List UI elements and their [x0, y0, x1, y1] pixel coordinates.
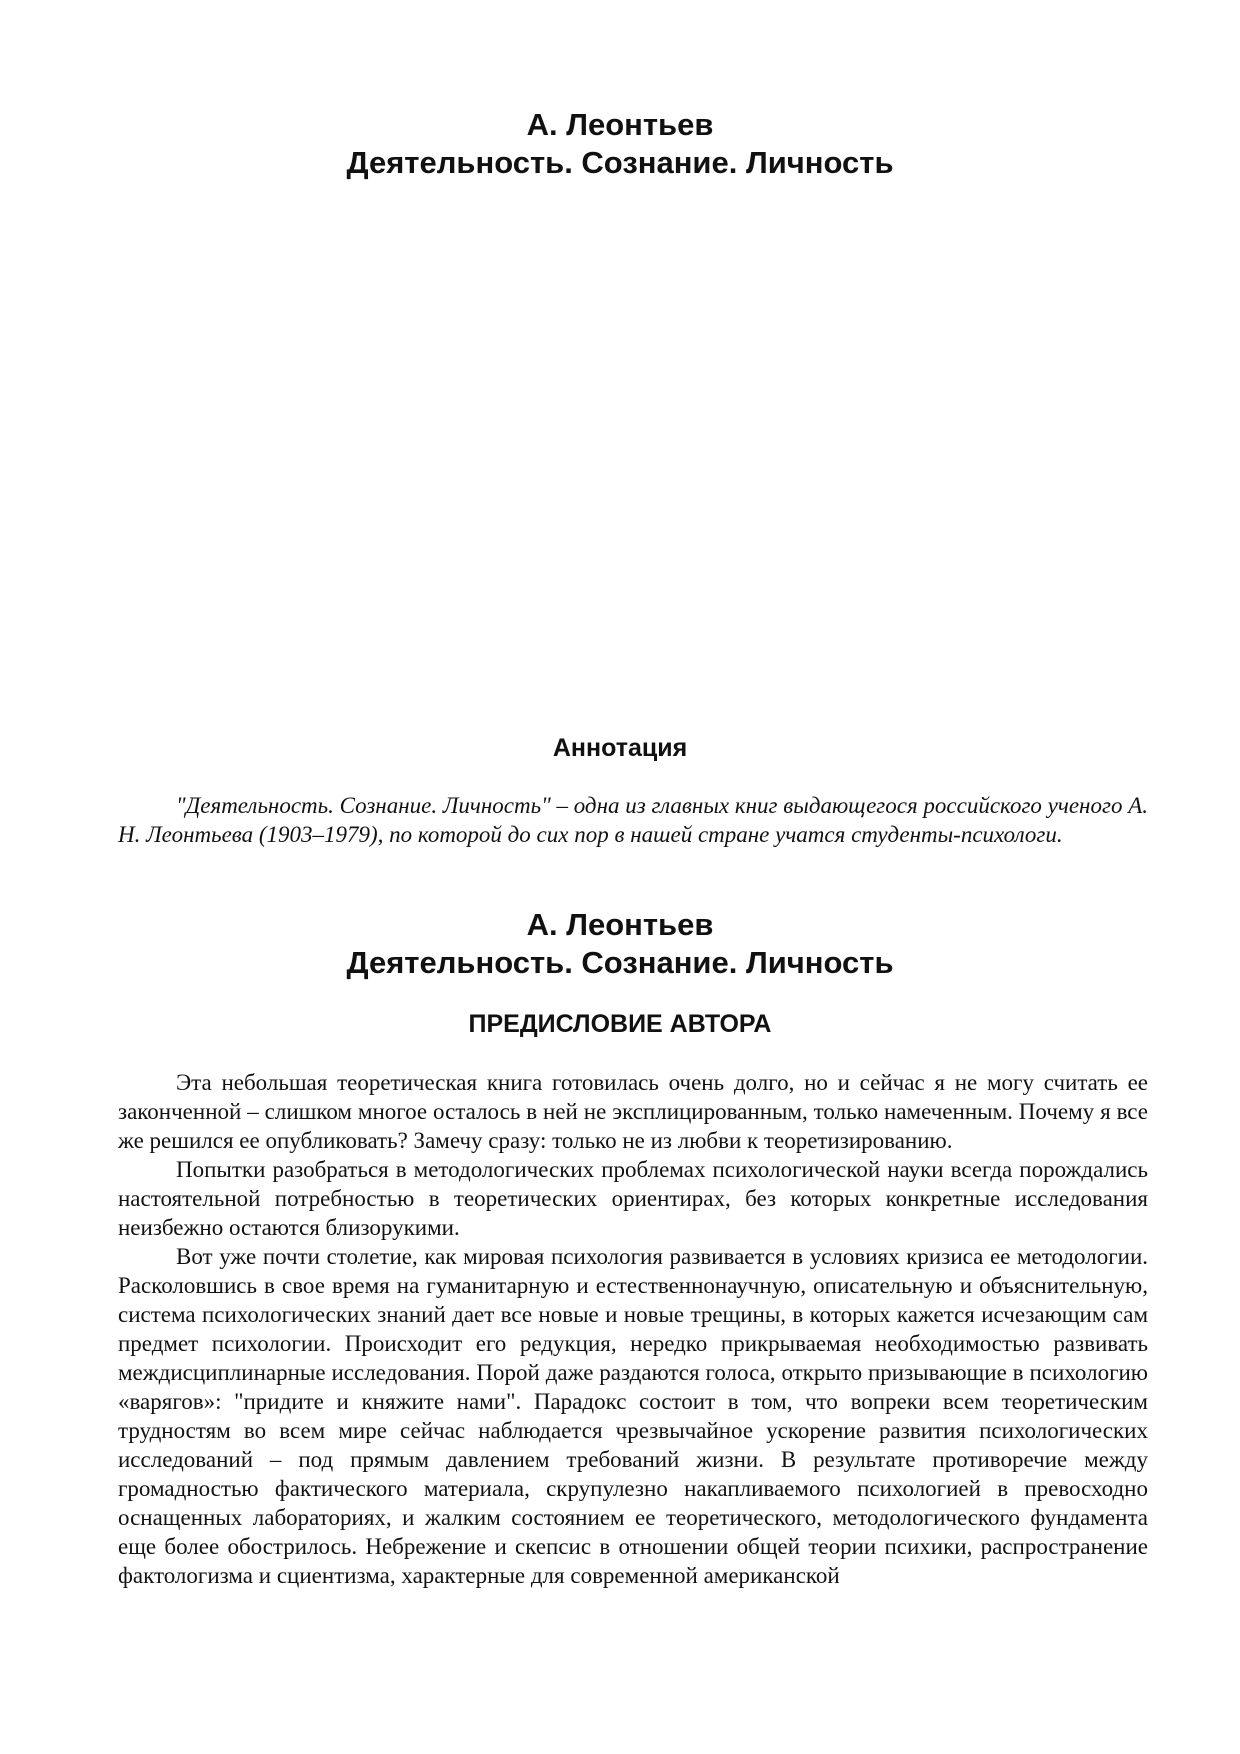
annotation-paragraph: "Деятельность. Сознание. Личность" – одна из главных книг выдающегося российского ученого А. Н. Леонтьева (1903–1979), по которой до сих пор в нашей стране учатся студенты-психологи. [118, 793, 1148, 847]
preface-heading: ПРЕДИСЛОВИЕ АВТОРА [468, 1010, 772, 1038]
annotation-heading: Аннотация [552, 734, 688, 762]
book-title: Деятельность. Сознание. Личность [346, 945, 894, 980]
author-name: А. Леонтьев [526, 907, 714, 942]
preface-text [118, 1068, 1148, 1590]
book-title: Деятельность. Сознание. Личность [346, 145, 894, 180]
book-title-repeat [0, 906, 1240, 982]
preface-paragraph: Попытки разобраться в методологических проблемах психологической науки всегда порождались настоятельной потребностью в теоретических ориентирах, без которых конкретные исследования неизбежно остаются близорукими. [118, 1157, 1148, 1240]
annotation-text [118, 791, 1148, 849]
preface-paragraph: Эта небольшая теоретическая книга готовилась очень долго, но и сейчас я не могу считать ее законченной – слишком многое осталось в ней не эксплицированным, только намеченным. Почему я все же решился ее опубликовать? Замечу сразу: только не из любви к теоретизированию. [118, 1070, 1148, 1153]
preface-paragraph: Вот уже почти столетие, как мировая психология развивается в условиях кризиса ее методологии. Расколовшись в свое время на гуманитарную и естественнонаучную, описательную и объяснительную, система психологических знаний дает все новые и новые трещины, в которых кажется исчезающим сам предмет психологии. Происходит его редукция, нередко прикрываемая необходимостью развивать междисциплинарные исследования. Порой даже раздаются голоса, открыто призывающие в психологию «варягов»: "придите и княжите нами". Парадокс состоит в том, что вопреки всем теоретическим трудностям во всем мире сейчас наблюдается чрезвычайное ускорение развития психологических исследований – под прямым давлением требований жизни. В результате противоречие между громадностью фактического материала, скрупулезно накапливаемого психологией в превосходно оснащенных лабораториях, и жалким состоянием ее теоретического, методологического фундамента еще более обострилось. Небрежение и скепсис в отношении общей теории психики, распространение фактологизма и сциентизма, характерные для современной американской [118, 1244, 1148, 1588]
author-name: А. Леонтьев [526, 107, 714, 142]
book-title-top [0, 106, 1240, 182]
